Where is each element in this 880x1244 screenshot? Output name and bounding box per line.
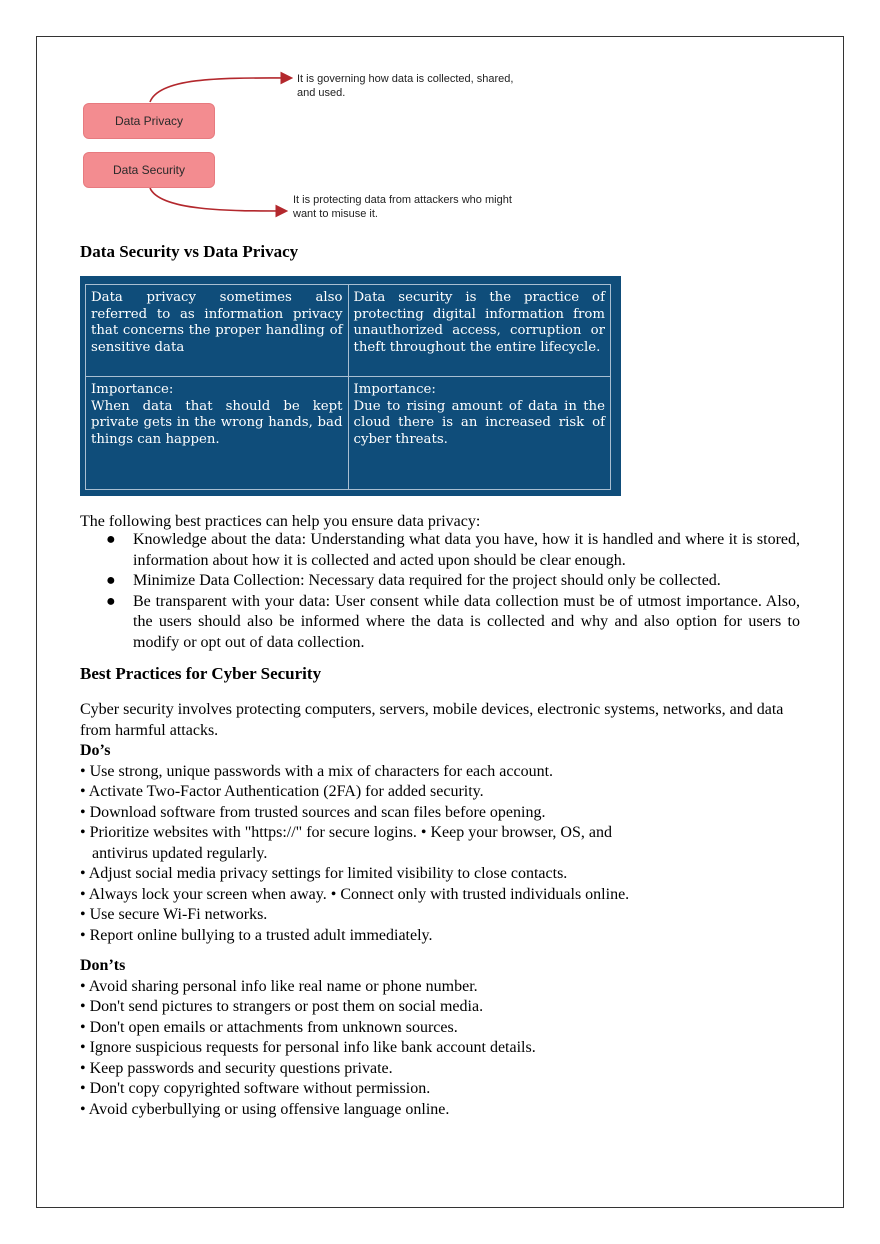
cyber-intro: Cyber security involves protecting computers, servers, mobile devices, electronic systems, networks, and data from harmful attacks. (80, 701, 784, 739)
dos-heading: Do’s (80, 742, 111, 759)
privacy-practices-list (80, 530, 800, 653)
bullet-icon: ● (106, 572, 116, 589)
data-privacy-box: Data Privacy (83, 103, 215, 139)
list-item: • Adjust social media privacy settings for limited visibility to close contacts. (80, 865, 568, 882)
privacy-note: It is governing how data is collected, shared, and used. (297, 73, 514, 99)
privacy-arrow (150, 78, 290, 102)
privacy-importance-cell: Importance: When data that should be kept private gets in the wrong hands, bad things can happen. (86, 377, 349, 490)
list-item: ● Knowledge about the data: Understanding what data you have, how it is handled and where it is stored, information about how it is collected and acted upon should be clear enough. (106, 531, 800, 569)
list-item: • Don't send pictures to strangers or post them on social media. (80, 998, 484, 1015)
data-security-box: Data Security (83, 152, 215, 188)
list-item: ● Minimize Data Collection: Necessary data required for the project should only be collected. (80, 571, 800, 592)
list-item: • Ignore suspicious requests for personal info like bank account details. (80, 1039, 536, 1056)
list-item: • Always lock your screen when away. • Connect only with trusted individuals online. (80, 885, 630, 903)
list-item: • Use strong, unique passwords with a mix of characters for each account. (80, 762, 554, 780)
comparison-heading: Data Security vs Data Privacy (80, 242, 299, 261)
security-definition-cell: Data security is the practice of protecting digital information from unauthorized access, corruption or theft throughout the entire lifecycle. (348, 285, 611, 377)
security-importance-cell: Importance: Due to rising amount of data in the cloud there is an increased risk of cyber threats. (348, 377, 611, 490)
privacy-definition-cell: Data privacy sometimes also referred to as information privacy that concerns the proper handling of sensitive data (86, 285, 349, 377)
list-item: • Avoid cyberbullying or using offensive language online. (80, 1100, 450, 1118)
security-arrow (150, 188, 285, 211)
security-note: It is protecting data from attackers who might want to misuse it. (293, 194, 512, 220)
privacy-security-diagram (80, 66, 550, 236)
dos-section (80, 741, 810, 946)
list-item: • Download software from trusted sources and scan files before opening. (80, 803, 546, 821)
list-item: ● Be transparent with your data: User consent while data collection must be of utmost importance. Also, the users should also be informed where the data is collected and why and also option for users to modify or opt out of data collection. (106, 592, 800, 651)
list-item: • Keep passwords and security questions private. (80, 1059, 393, 1077)
list-item: • Avoid sharing personal info like real name or phone number. (80, 977, 478, 995)
donts-section (80, 956, 810, 1120)
bullet-icon: ● (106, 592, 116, 610)
list-item: • Report online bullying to a trusted adult immediately. (80, 926, 433, 944)
donts-heading: Don’ts (80, 957, 126, 974)
list-item: • Don't open emails or attachments from unknown sources. (80, 1018, 458, 1036)
list-item: • Prioritize websites with "https://" for secure logins. • Keep your browser, OS, and (80, 824, 612, 841)
bullet-icon: ● (106, 531, 116, 548)
comparison-table (80, 276, 621, 496)
privacy-practices-intro: The following best practices can help you ensure data privacy: (80, 513, 481, 530)
list-item: • Don't copy copyrighted software without permission. (80, 1080, 431, 1097)
list-item: antivirus updated regularly. (80, 844, 268, 862)
list-item: • Use secure Wi-Fi networks. (80, 906, 268, 923)
list-item: • Activate Two-Factor Authentication (2FA) for added security. (80, 783, 484, 800)
cyber-heading: Best Practices for Cyber Security (80, 664, 322, 683)
